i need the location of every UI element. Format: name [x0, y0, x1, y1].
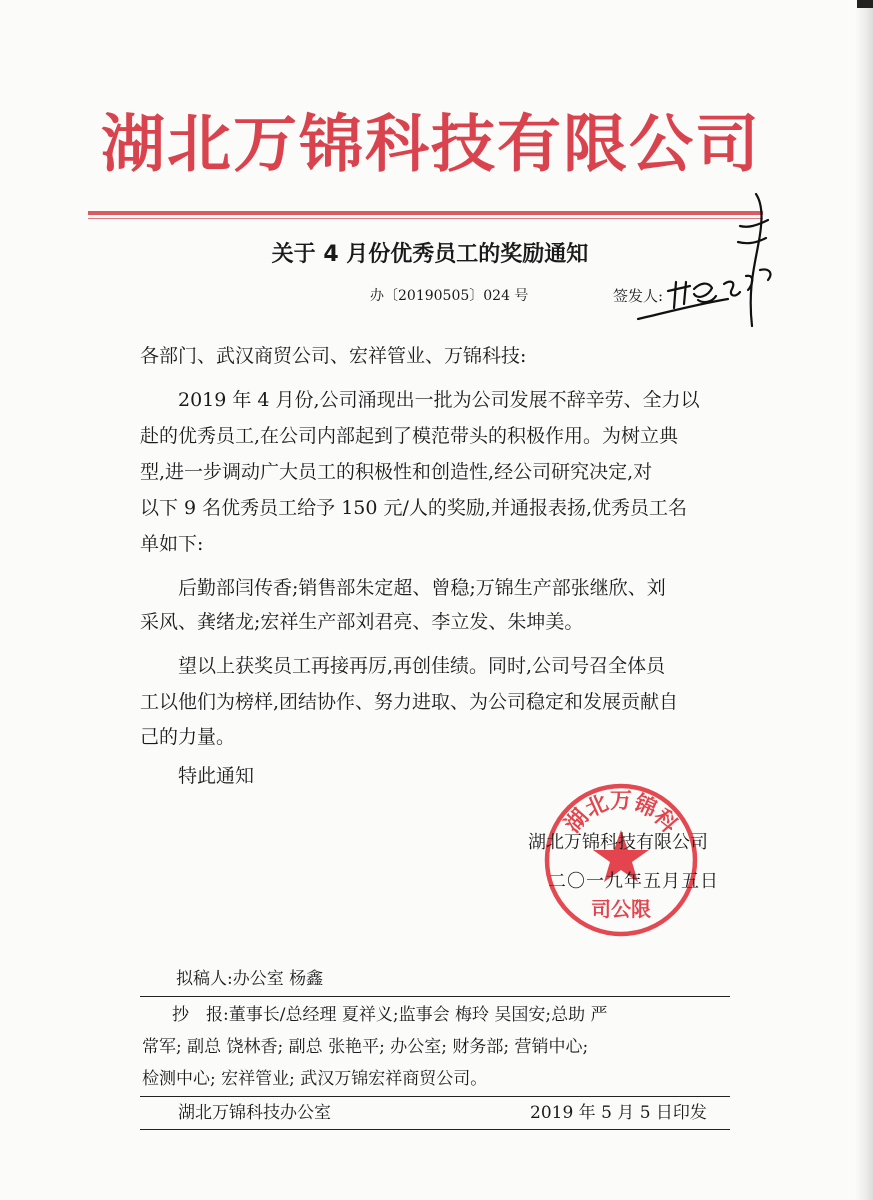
body-line: 单如下:	[140, 533, 204, 555]
print-date: 2019 年 5 月 5 日印发	[530, 1103, 707, 1123]
footer-rule-mid	[140, 1096, 730, 1097]
cc-line: 抄 报:董事长/总经理 夏祥义;监事会 梅玲 吴国安;总助 严	[172, 1005, 608, 1025]
body-line: 己的力量。	[140, 726, 236, 748]
notice-title: 关于 4 月份优秀员工的奖励通知	[271, 242, 589, 267]
body-line: 工以他们为榜样,团结协作、努力进取、为公司稳定和发展贡献自	[140, 691, 679, 713]
handwritten-signature	[628, 186, 778, 336]
seal-text-bottom: 司公限	[591, 897, 651, 921]
company-seal	[541, 780, 701, 940]
body-line-closing: 特此通知	[140, 765, 255, 787]
body-line: 望以上获奖员工再接再厉,再创佳绩。同时,公司号召全体员	[140, 655, 666, 677]
scan-shadow	[855, 0, 873, 1200]
scan-corner-mark	[857, 0, 873, 8]
body-line: 2019 年 4 月份,公司涌现出一批为公司发展不辞辛劳、全力以	[140, 389, 700, 411]
body-line: 以下 9 名优秀员工给予 150 元/人的奖励,并通报表扬,优秀员工名	[140, 497, 687, 519]
seal-text-top: 湖北万锦科	[560, 789, 682, 838]
body-line: 采风、龚绪龙;宏祥生产部刘君亮、李立发、朱坤美。	[140, 611, 584, 633]
cc-line: 检测中心; 宏祥管业; 武汉万锦宏祥商贸公司。	[142, 1069, 488, 1089]
footer-rule-top	[140, 996, 730, 997]
footer-rule-bottom	[140, 1129, 730, 1130]
cc-line: 常军; 副总 饶林香; 副总 张艳平; 办公室; 财务部; 营销中心;	[142, 1037, 589, 1057]
letterhead-title: 湖北万锦科技有限公司	[101, 108, 761, 182]
body-line: 后勤部闫传香;销售部朱定超、曾稳;万锦生产部张继欣、刘	[140, 577, 666, 599]
issuer-label: 签发人:	[613, 287, 664, 305]
body-line: 赴的优秀员工,在公司内部起到了模范带头的积极作用。为树立典	[140, 425, 679, 447]
body-line-salutation: 各部门、武汉商贸公司、宏祥管业、万锦科技:	[140, 345, 527, 367]
drafter-line: 拟稿人:办公室 杨鑫	[176, 969, 324, 989]
issuing-office: 湖北万锦科技办公室	[178, 1103, 331, 1123]
document-number: 办〔20190505〕024 号	[370, 288, 529, 304]
closing-company: 湖北万锦科技有限公司	[528, 832, 708, 853]
closing-date: 二〇一九年五月五日	[548, 871, 719, 892]
body-line: 型,进一步调动广大员工的积极性和创造性,经公司研究决定,对	[140, 461, 653, 483]
